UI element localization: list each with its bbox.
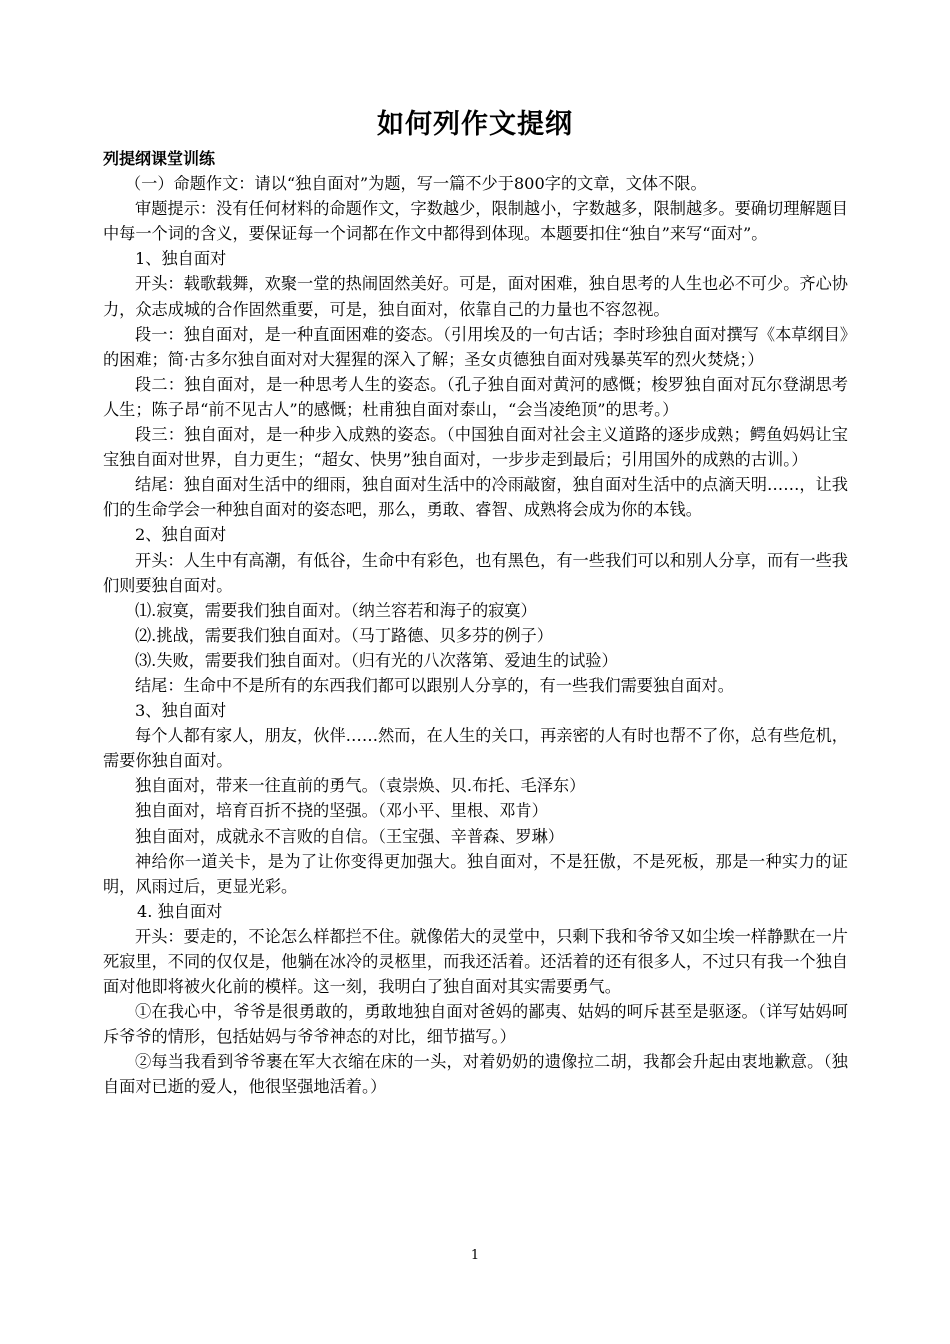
- outline-1-section-1: 段一：独自面对，是一种直面困难的姿态。（引用埃及的一句古话；李时珍独自面对撰写《本草纲目》的困难；简·古多尔独自面对对大猩猩的深入了解；圣女贞德独自面对残暴英军的烈火焚烧；）: [103, 324, 848, 369]
- outline-2-opening: 开头：人生中有高潮，有低谷，生命中有彩色，也有黑色，有一些我们可以和别人分享，而有一些我们则要独自面对。: [103, 550, 848, 595]
- analysis-paragraph: 审题提示：没有任何材料的命题作文，字数越少，限制越小，字数越多，限制越多。要确切理解题目中每一个词的含义，要保证每一个词都在作文中都得到体现。本题要扣住“独自”来写“面对”。: [103, 199, 848, 244]
- outline-4-point-2: ②每当我看到爷爷裹在军大衣缩在床的一头，对着奶奶的遗像拉二胡，我都会升起由衷地歉意。（独自面对已逝的爱人，他很坚强地活着。）: [103, 1052, 848, 1097]
- outline-3-opening: 每个人都有家人，朋友，伙伴……然而，在人生的关口，再亲密的人有时也帮不了你，总有些危机，需要你独自面对。: [103, 726, 848, 771]
- document-body: [103, 146, 848, 1100]
- outline-1-ending: 结尾：独自面对生活中的细雨，独自面对生活中的冷雨敲窗，独自面对生活中的点滴天明……，让我们的生命学会一种独自面对的姿态吧，那么，勇敢、睿智、成熟将会成为你的本钱。: [103, 475, 848, 520]
- outline-2-point-1: ⑴.寂寞，需要我们独自面对。（纳兰容若和海子的寂寞）: [135, 600, 537, 620]
- outline-3-point-2: 独自面对，培育百折不挠的坚强。（邓小平、里根、邓肯）: [135, 801, 548, 821]
- outline-1-section-3: 段三：独自面对，是一种步入成熟的姿态。（中国独自面对社会主义道路的逐步成熟；鳄鱼妈妈让宝宝独自面对世界，自力更生；“超女、快男”独自面对，一步步走到最后；引用国外的成熟的古训。）: [103, 425, 848, 470]
- outline-4-title: 4. 独自面对: [137, 901, 223, 921]
- outline-4-opening: 开头：要走的，不论怎么样都拦不住。就像偌大的灵堂中，只剩下我和爷爷又如尘埃一样静默在一片死寂里，不同的仅仅是，他躺在冰冷的灵柩里，而我还活着。还活着的还有很多人，不过只有我一个独自面对他即将被火化前的模样。这一刻，我明白了独自面对其实需要勇气。: [103, 926, 848, 997]
- outline-2-title: 2、独自面对: [135, 525, 227, 545]
- outline-1-opening: 开头：载歌载舞，欢聚一堂的热闹固然美好。可是，面对困难，独自思考的人生也必不可少。齐心协力，众志成城的合作固然重要，可是，独自面对，依靠自己的力量也不容忽视。: [103, 274, 848, 319]
- outline-1-section-2: 段二：独自面对，是一种思考人生的姿态。（孔子独自面对黄河的感慨；梭罗独自面对瓦尔登湖思考人生；陈子昂“前不见古人”的感慨；杜甫独自面对泰山，“会当凌绝顶”的思考。）: [103, 374, 848, 419]
- outline-3-point-3: 独自面对，成就永不言败的自信。（王宝强、辛普森、罗琳）: [135, 826, 564, 846]
- outline-2-ending: 结尾：生命中不是所有的东西我们都可以跟别人分享的，有一些我们需要独自面对。: [135, 675, 734, 695]
- outline-3-title: 3、独自面对: [135, 701, 227, 721]
- outline-1-title: 1、独自面对: [135, 249, 227, 269]
- page-number: 1: [470, 1248, 480, 1263]
- prompt-paragraph: （一）命题作文：请以“独自面对”为题，写一篇不少于800字的文章，文体不限。: [125, 174, 707, 194]
- outline-2-point-3: ⑶.失败，需要我们独自面对。（归有光的八次落第、爱迪生的试验）: [135, 650, 618, 670]
- section-heading: 列提纲课堂训练: [103, 149, 216, 168]
- page-title: 如何列作文提纲: [377, 109, 573, 140]
- outline-3-ending: 神给你一道关卡，是为了让你变得更加强大。独自面对，不是狂傲，不是死板，那是一种实力的证明，风雨过后，更显光彩。: [103, 851, 848, 896]
- outline-3-point-1: 独自面对，带来一往直前的勇气。（袁崇焕、贝.布托、毛泽东）: [135, 776, 586, 796]
- outline-2-point-2: ⑵.挑战，需要我们独自面对。（马丁路德、贝多芬的例子）: [135, 625, 553, 645]
- outline-4-point-1: ①在我心中，爷爷是很勇敢的，勇敢地独自面对爸妈的鄙夷、姑妈的呵斥甚至是驱逐。（详写姑妈呵斥爷爷的情形，包括姑妈与爷爷神态的对比，细节描写。）: [103, 1002, 848, 1047]
